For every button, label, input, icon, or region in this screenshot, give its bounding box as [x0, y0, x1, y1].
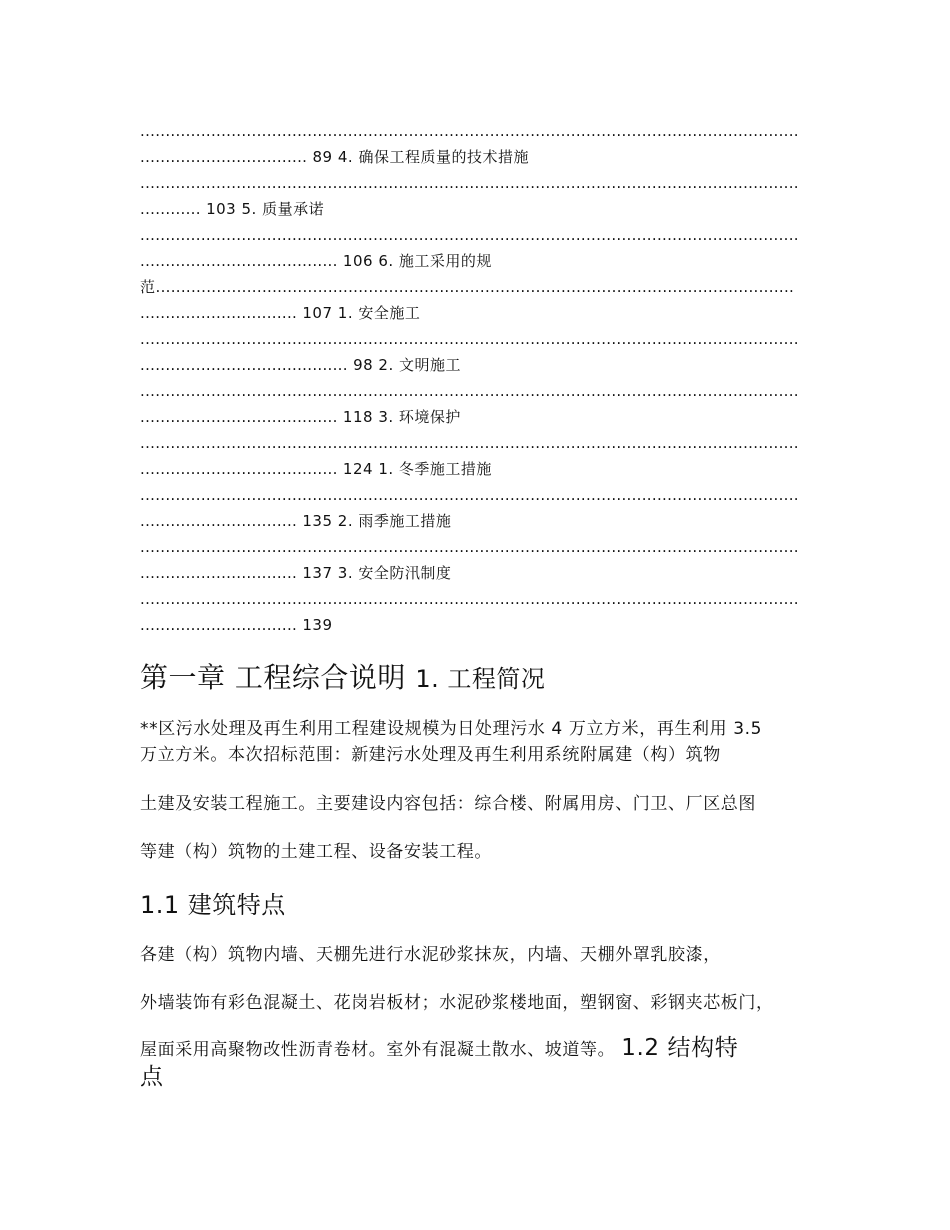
toc-lead-text: 范: [140, 278, 156, 296]
toc-line[interactable]: [140, 248, 808, 274]
toc-line[interactable]: [140, 430, 808, 456]
toc-leader-dots: ..................................................................................................................................: [140, 174, 799, 192]
intro-line: 土建及安装工程施工。主要建设内容包括：综合楼、附属用房、门卫、厂区总图: [140, 794, 756, 814]
section-heading: 1.1 建筑特点: [140, 891, 286, 919]
toc-leader-dots: ..............................................................................................................................: [155, 278, 795, 296]
toc-line[interactable]: [140, 300, 808, 326]
toc-leader-dots: ...............................: [140, 564, 298, 582]
section-text: 屋面采用高聚物改性沥青卷材。室外有混凝土散水、坡道等。: [140, 1040, 616, 1060]
toc-line[interactable]: [140, 352, 808, 378]
intro-paragraph: [140, 716, 830, 768]
section-line: 各建（构）筑物内墙、天棚先进行水泥砂浆抹灰，内墙、天棚外罩乳胶漆，: [140, 945, 721, 965]
toc-entry-text: 139: [297, 616, 333, 634]
toc-leader-dots: ...............................: [140, 304, 298, 322]
toc-leader-dots: ..................................................................................................................................: [140, 382, 799, 400]
toc-entry-text: 135 2. 雨季施工措施: [297, 512, 452, 530]
toc-entry-text: 124 1. 冬季施工措施: [337, 460, 492, 478]
chapter-title: 第一章 工程综合说明: [140, 661, 406, 694]
toc-line[interactable]: [140, 612, 808, 638]
toc-line[interactable]: [140, 196, 808, 222]
section-line-with-heading: [140, 1035, 830, 1091]
toc-line[interactable]: [140, 326, 808, 352]
toc-leader-dots: .........................................: [140, 356, 348, 374]
table-of-contents: [140, 118, 808, 638]
toc-leader-dots: .......................................: [140, 460, 338, 478]
toc-line[interactable]: [140, 404, 808, 430]
toc-line[interactable]: [140, 456, 808, 482]
toc-leader-dots: .......................................: [140, 408, 338, 426]
toc-leader-dots: ..................................................................................................................................: [140, 434, 799, 452]
toc-entry-text: 98 2. 文明施工: [347, 356, 461, 374]
intro-line: 等建（构）筑物的土建工程、设备安装工程。: [140, 842, 492, 862]
toc-line[interactable]: [140, 378, 808, 404]
chapter-subtitle: 1. 工程简况: [415, 665, 546, 693]
toc-line[interactable]: [140, 222, 808, 248]
toc-leader-dots: ..................................................................................................................................: [140, 226, 799, 244]
toc-leader-dots: ..................................................................................................................................: [140, 538, 799, 556]
toc-entry-text: 118 3. 环境保护: [337, 408, 461, 426]
toc-leader-dots: .......................................: [140, 252, 338, 270]
next-section-heading-cont: 点: [140, 1064, 164, 1090]
toc-line[interactable]: [140, 144, 808, 170]
toc-entry-text: 103 5. 质量承诺: [200, 200, 325, 218]
toc-leader-dots: ..................................................................................................................................: [140, 590, 799, 608]
toc-leader-dots: ............: [140, 200, 201, 218]
toc-line[interactable]: [140, 586, 808, 612]
section-line: 外墙装饰有彩色混凝土、花岗岩板材；水泥砂浆楼地面，塑钢窗、彩钢夹芯板门，: [140, 993, 774, 1013]
toc-line[interactable]: [140, 274, 808, 300]
intro-line: **区污水处理及再生利用工程建设规模为日处理污水 4 万立方米，再生利用 3.5: [140, 719, 763, 739]
toc-line[interactable]: [140, 482, 808, 508]
toc-entry-text: 107 1. 安全施工: [297, 304, 421, 322]
chapter-heading: [140, 658, 830, 699]
toc-leader-dots: ...............................: [140, 512, 298, 530]
next-section-heading: 1.2 结构特: [621, 1035, 739, 1061]
toc-line[interactable]: [140, 508, 808, 534]
toc-leader-dots: ..................................................................................................................................: [140, 486, 799, 504]
toc-line[interactable]: [140, 534, 808, 560]
toc-leader-dots: .................................: [140, 148, 308, 166]
toc-entry-text: 137 3. 安全防汛制度: [297, 564, 452, 582]
toc-entry-text: 106 6. 施工采用的规: [337, 252, 492, 270]
toc-entry-text: 89 4. 确保工程质量的技术措施: [307, 148, 529, 166]
toc-line[interactable]: [140, 560, 808, 586]
toc-leader-dots: ..................................................................................................................................: [140, 330, 799, 348]
toc-line[interactable]: [140, 170, 808, 196]
toc-leader-dots: ..................................................................................................................................: [140, 122, 799, 140]
intro-line: 万立方米。本次招标范围：新建污水处理及再生利用系统附属建（构）筑物: [140, 745, 721, 765]
toc-line[interactable]: [140, 118, 808, 144]
toc-leader-dots: ...............................: [140, 616, 298, 634]
